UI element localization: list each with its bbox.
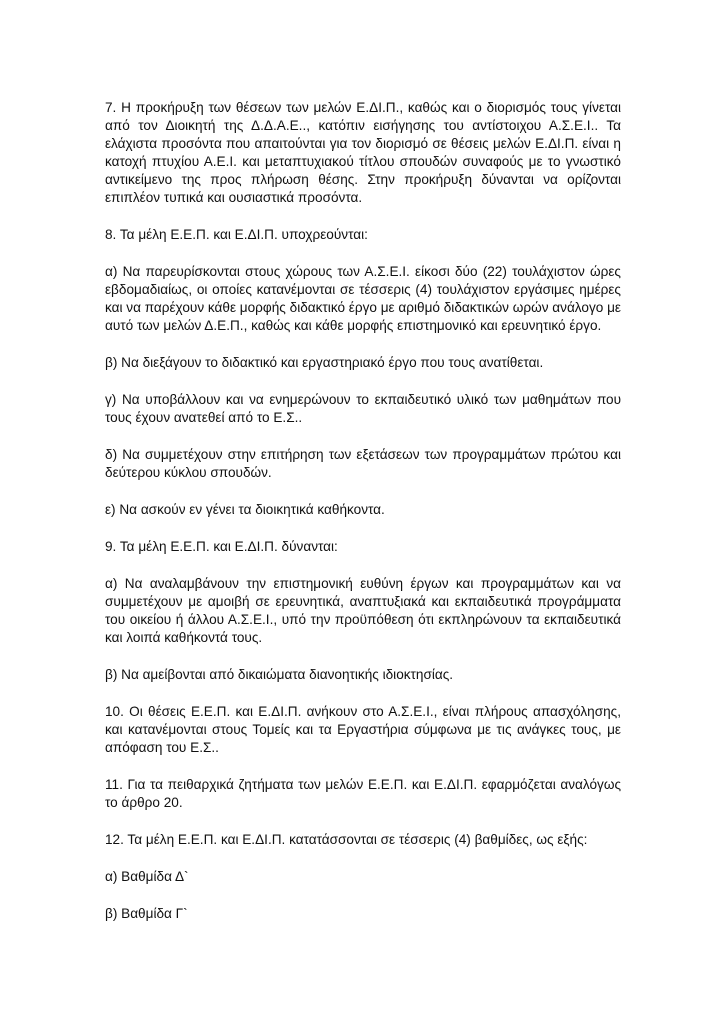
paragraph-12b: β) Βαθμίδα Γ` — [105, 906, 188, 921]
paragraph-7: 7. Η προκήρυξη των θέσεων των μελών Ε.ΔΙ.Π., καθώς και ο διορισμός τους γίνεται από τον Διοικητή της Δ.Δ.Α.Ε.., κατόπιν εισήγησης του αντίστοιχου Α.Σ.Ε.Ι.. Τα ελάχιστα προσόντα που απαιτούνται για τον διορισμό σε θέσεις μελών Ε.ΔΙ.Π. είναι η κατοχή πτυχίου Α.Ε.Ι. και μεταπτυχιακού τίτλου σπουδών συναφούς με το γνωστικό αντικείμενο της προς πλήρωση θέσης. Στην προκήρυξη δύνανται να ορίζονται επιπλέον τυπικά και ουσιαστικά προσόντα. — [105, 100, 621, 205]
document-page — [105, 99, 621, 942]
paragraph-8d: δ) Να συμμετέχουν στην επιτήρηση των εξετάσεων των προγραμμάτων πρώτου και δεύτερου κύκλου σπουδών. — [105, 447, 621, 480]
paragraph-8b: β) Να διεξάγουν το διδακτικό και εργαστηριακό έργο που τους ανατίθεται. — [105, 355, 544, 370]
paragraph-11: 11. Για τα πειθαρχικά ζητήματα των μελών Ε.Ε.Π. και Ε.ΔΙ.Π. εφαρμόζεται αναλόγως το άρθρο 20. — [105, 777, 621, 810]
paragraph-8e: ε) Να ασκούν εν γένει τα διοικητικά καθήκοντα. — [105, 502, 385, 517]
paragraph-8a: α) Να παρευρίσκονται στους χώρους των Α.Σ.Ε.Ι. είκοσι δύο (22) τουλάχιστον ώρες εβδομαδιαίως, οι οποίες κατανέμονται σε τέσσερις (4) τουλάχιστον εργάσιμες ημέρες και να παρέχουν κάθε μορφής διδακτικό έργο με αριθμό διδακτικών ωρών ανάλογο με αυτό των μελών Δ.Ε.Π., καθώς και κάθε μορφής επιστημονικό και ερευνητικό έργο. — [105, 264, 621, 333]
paragraph-12a: α) Βαθμίδα Δ` — [105, 869, 189, 884]
paragraph-10: 10. Οι θέσεις Ε.Ε.Π. και Ε.ΔΙ.Π. ανήκουν στο Α.Σ.Ε.Ι., είναι πλήρους απασχόλησης, και κατανέμονται στους Τομείς και τα Εργαστήρια σύμφωνα με τις ανάγκες τους, με απόφαση του Ε.Σ.. — [105, 704, 621, 755]
paragraph-9b: β) Να αμείβονται από δικαιώματα διανοητικής ιδιοκτησίας. — [105, 667, 454, 682]
paragraph-9a: α) Να αναλαμβάνουν την επιστημονική ευθύνη έργων και προγραμμάτων και να συμμετέχουν με αμοιβή σε ερευνητικά, αναπτυξιακά και εκπαιδευτικά προγράμματα του οικείου ή άλλου Α.Σ.Ε.Ι., υπό την προϋπόθεση ότι εκπληρώνουν τα εκπαιδευτικά και λοιπά καθήκοντά τους. — [105, 576, 621, 645]
paragraph-8c: γ) Να υποβάλλουν και να ενημερώνουν το εκπαιδευτικό υλικό των μαθημάτων που τους έχουν ανατεθεί από το Ε.Σ.. — [105, 392, 621, 425]
paragraph-12-heading: 12. Τα μέλη Ε.Ε.Π. και Ε.ΔΙ.Π. κατατάσσονται σε τέσσερις (4) βαθμίδες, ως εξής: — [105, 832, 588, 847]
paragraph-9-heading: 9. Τα μέλη Ε.Ε.Π. και Ε.ΔΙ.Π. δύνανται: — [105, 539, 338, 554]
paragraph-8-heading: 8. Τα μέλη Ε.Ε.Π. και Ε.ΔΙ.Π. υποχρεούνται: — [105, 227, 368, 242]
